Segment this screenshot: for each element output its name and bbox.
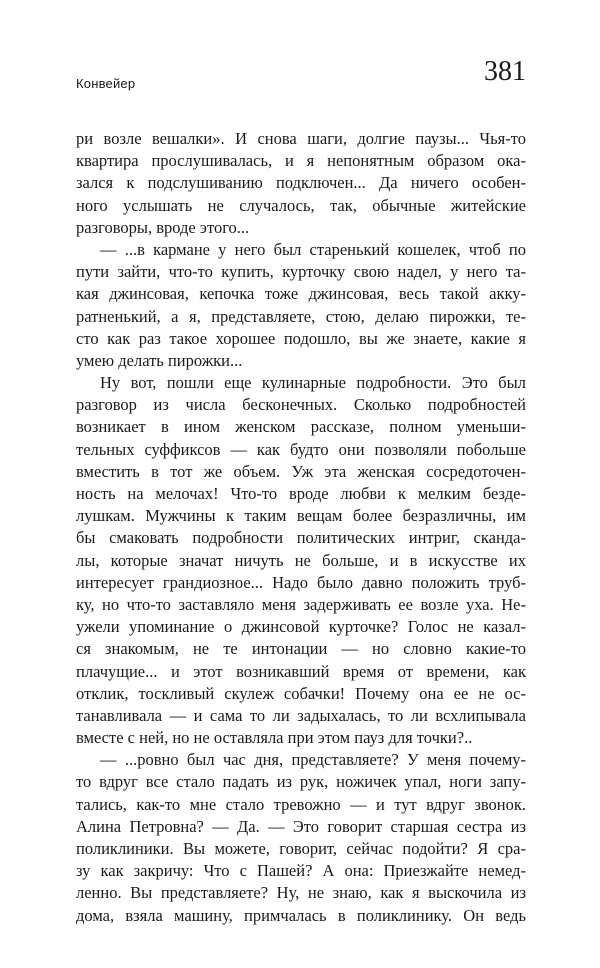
text-line: ри возле вешалки». И снова шаги, долгие паузы... Чья-то bbox=[76, 129, 526, 148]
text-line: вместе с ней, но не оставляла при этом пауз для точки?.. bbox=[76, 728, 473, 748]
text-line: поликлиники. Вы можете, говорит, сейчас подойти? Я сра- bbox=[76, 839, 526, 858]
text-line: то вдруг все стало падать из рук, ножичек упал, ноги запу- bbox=[76, 772, 526, 792]
text-line: танавливала — и сама то ли задыхалась, то ли всхлипывала bbox=[76, 705, 526, 725]
text-line: кая джинсовая, кепочка тоже джинсовая, весь такой акку- bbox=[76, 284, 526, 304]
text-line: лы, которые значат ничуть не больше, и в искусстве их bbox=[76, 550, 526, 570]
text-line: тельных суффиксов — как будто они позволяли побольше bbox=[76, 439, 526, 459]
page-number: 381 bbox=[484, 56, 526, 87]
text-line: вместить в тот же объем. Уж эта женская сосредоточен- bbox=[76, 461, 526, 481]
text-line: ность на мелочах! Что-то вроде любви к мелким безде- bbox=[76, 484, 526, 503]
text-line: дома, взяла машину, примчалась в поликлинику. Он ведь bbox=[76, 905, 526, 925]
text-line: Алина Петровна? — Да. — Это говорит старшая сестра из bbox=[76, 816, 526, 836]
text-line: плачущие... и этот возникавший время от времени, как bbox=[76, 661, 526, 681]
text-line: — ...ровно был час дня, представляете? У меня почему- bbox=[100, 750, 526, 770]
body-text bbox=[76, 128, 526, 927]
text-line: отклик, тоскливый скулеж собачки! Почему она ее не ос- bbox=[76, 683, 526, 703]
text-line: разговоры, вроде этого... bbox=[76, 217, 250, 237]
text-line: зу как закричу: Что с Пашей? А она: Приезжайте немед- bbox=[76, 861, 526, 881]
text-line: ного услышать не случалось, так, обычные житейские bbox=[76, 195, 526, 215]
text-line: интересует грандиозное... Надо было давно положить труб- bbox=[76, 572, 526, 592]
text-line: разговор из числа бесконечных. Сколько подробностей bbox=[76, 395, 526, 415]
text-line: ленно. Вы представляете? Ну, не знаю, как я выскочила из bbox=[76, 883, 526, 903]
text-line: ся знакомым, не те интонации — но словно какие-то bbox=[76, 639, 526, 659]
text-line: умею делать пирожки... bbox=[76, 350, 243, 370]
text-line: возникает в ином женском рассказе, полном уменьши- bbox=[76, 417, 526, 437]
text-line: ратненький, а я, представляете, стою, делаю пирожки, те- bbox=[76, 306, 526, 326]
text-line: ку, но что-то заставляло меня задерживать ее возле уха. Не- bbox=[76, 594, 526, 614]
text-line: Ну вот, пошли еще кулинарные подробности. Это был bbox=[100, 373, 526, 393]
text-line: пути зайти, что-то купить, курточку свою надел, у него та- bbox=[76, 262, 526, 282]
text-line: лушкам. Мужчины к таким вещам более безразличны, им bbox=[76, 506, 526, 526]
text-line: ужели упоминание о джинсовой курточке? Голос не казал- bbox=[76, 617, 526, 637]
text-line: зался к подслушиванию подключен... Да ничего особен- bbox=[76, 173, 526, 193]
text-line: сто как раз такое хорошее подошло, вы же знаете, какие я bbox=[76, 328, 526, 348]
text-line: квартира прослушивалась, и я непонятным образом ока- bbox=[76, 151, 526, 171]
text-line: тались, как-то мне стало тревожно — и тут вдруг звонок. bbox=[76, 794, 526, 814]
running-title: Конвейер bbox=[76, 76, 136, 91]
text-line: бы смаковать подробности политических интриг, сканда- bbox=[76, 528, 526, 548]
text-line: — ...в кармане у него был старенький кошелек, чтоб по bbox=[100, 239, 526, 259]
